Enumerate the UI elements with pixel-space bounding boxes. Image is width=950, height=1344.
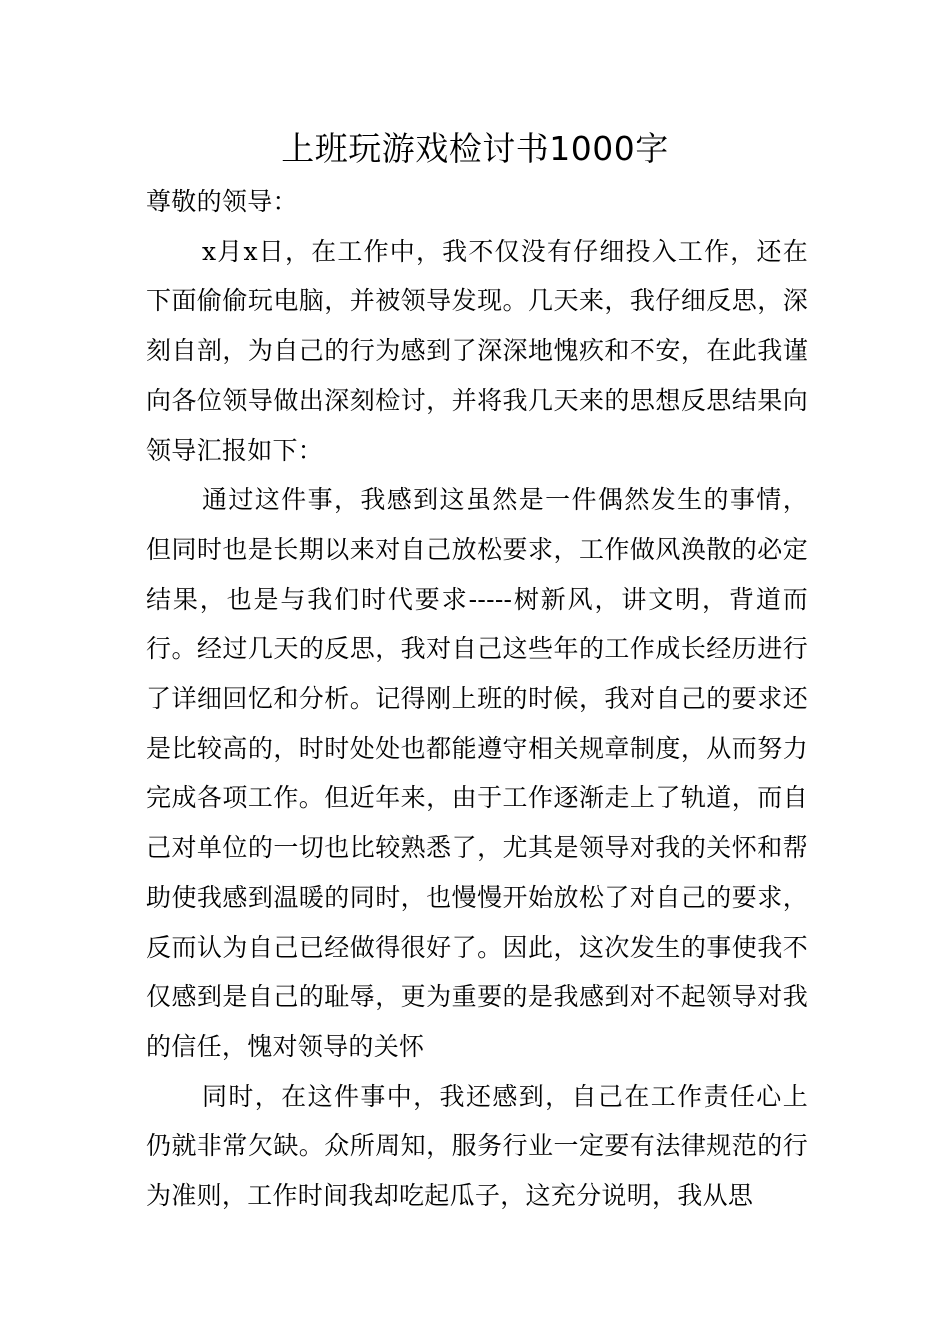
salutation: 尊敬的领导： xyxy=(146,187,298,216)
paragraph-2: 通过这件事，我感到这虽然是一件偶然发生的事情，但同时也是长期以来对自己放松要求，工作做风涣散的必定结果，也是与我们时代要求-----树新风，讲文明，背道而行。经过几天的反思，我对自己这些年的工作成长经历进行了详细回忆和分析。记得刚上班的时候，我对自己的要求还是比较高的，时时处处也都能遵守相关规章制度，从而努力完成各项工作。但近年来，由于工作逐渐走上了轨道，而自己对单位的一切也比较熟悉了，尤其是领导对我的关怀和帮助使我感到温暖的同时，也慢慢开始放松了对自己的要求，反而认为自己已经做得很好了。因此，这次发生的事使我不仅感到是自己的耻辱，更为重要的是我感到对不起领导对我的信任，愧对领导的关怀 xyxy=(146,485,808,1061)
document-title: 上班玩游戏检讨书1000字 xyxy=(281,129,669,168)
document-body xyxy=(146,177,808,1221)
paragraph-3: 同时，在这件事中，我还感到，自己在工作责任心上仍就非常欠缺。众所周知，服务行业一定要有法律规范的行为准则，工作时间我却吃起瓜子，这充分说明，我从思 xyxy=(146,1081,808,1211)
paragraph-1: x月x日，在工作中，我不仅没有仔细投入工作，还在下面偷偷玩电脑，并被领导发现。几天来，我仔细反思，深刻自剖，为自己的行为感到了深深地愧疚和不安，在此我谨向各位领导做出深刻检讨，并将我几天来的思想反思结果向领导汇报如下： xyxy=(146,236,808,465)
